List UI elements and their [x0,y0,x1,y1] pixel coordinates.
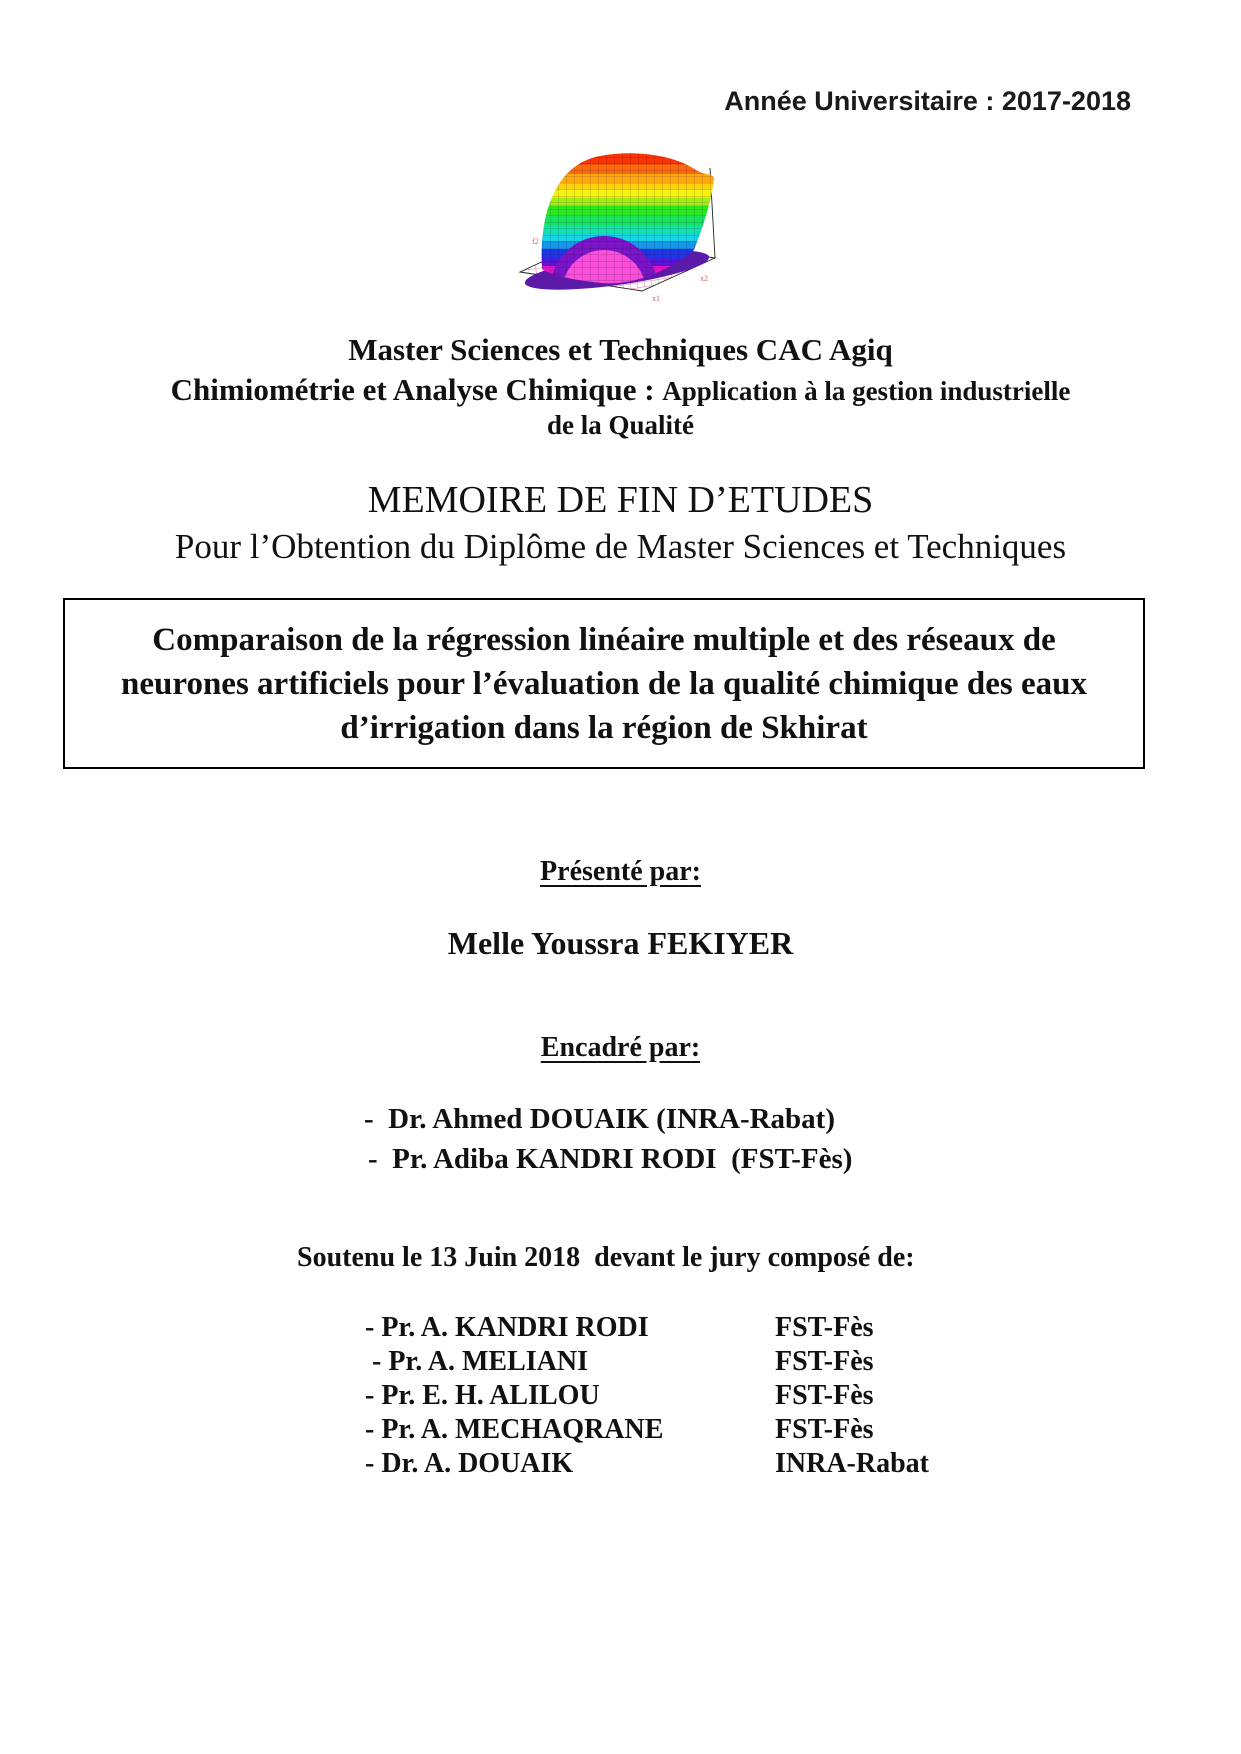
thesis-title-box [63,598,1145,769]
z-axis-label: f2 [532,237,539,246]
jury-member-name: - Pr. E. H. ALILOU [365,1380,600,1411]
author-name: Melle Youssra FEKIYER [447,925,794,961]
program-title-line2-sub: Application à la gestion industrielle [662,376,1071,406]
surface-plot-image [462,118,722,303]
supervisor-1: - Dr. Ahmed DOUAIK (INRA-Rabat) [364,1103,835,1135]
program-title-line1: Master Sciences et Techniques CAC Agiq [348,332,893,367]
memoir-subheading: Pour l’Obtention du Diplôme de Master Sciences et Techniques [174,527,1067,566]
jury-row [365,1379,929,1413]
program-title-line2-main: Chimiométrie et Analyse Chimique : [170,372,663,407]
program-title-line3: de la Qualité [547,410,694,440]
memoir-heading: MEMOIRE DE FIN D’ETUDES [367,479,874,521]
jury-member-affiliation: FST-Fès [775,1312,874,1343]
jury-list [365,1311,929,1481]
jury-row [365,1311,929,1345]
academic-year: Année Universitaire : 2017-2018 [724,86,1131,116]
thesis-title: Comparaison de la régression linéaire multiple et des réseaux de neurones artificiels pour l’évaluation de la qualité chimique des eaux d’irrigation dans la région de Skhirat [121,621,1096,746]
jury-member-name: - Pr. A. KANDRI RODI [365,1312,649,1343]
jury-member-name: - Pr. A. MELIANI [365,1346,588,1377]
jury-row [365,1345,929,1379]
program-title-line2 [0,372,1241,408]
jury-member-name: - Dr. A. DOUAIK [365,1448,574,1479]
supervised-by-label: Encadré par: [540,1032,701,1063]
presented-by-label: Présenté par: [540,856,701,887]
jury-member-affiliation: INRA-Rabat [775,1448,929,1479]
jury-row [365,1413,929,1447]
defense-intro: Soutenu le 13 Juin 2018 devant le jury composé de: [297,1242,915,1273]
jury-member-affiliation: FST-Fès [775,1380,874,1411]
surface-plot-figure [462,118,722,303]
supervisor-2: - Pr. Adiba KANDRI RODI (FST-Fès) [368,1143,853,1175]
jury-member-affiliation: FST-Fès [775,1414,874,1445]
jury-row [365,1447,929,1481]
jury-member-name: - Pr. A. MECHAQRANE [365,1414,664,1445]
jury-member-affiliation: FST-Fès [775,1346,874,1377]
y-axis-label: x2 [700,274,708,283]
x-axis-label: x1 [652,294,660,303]
